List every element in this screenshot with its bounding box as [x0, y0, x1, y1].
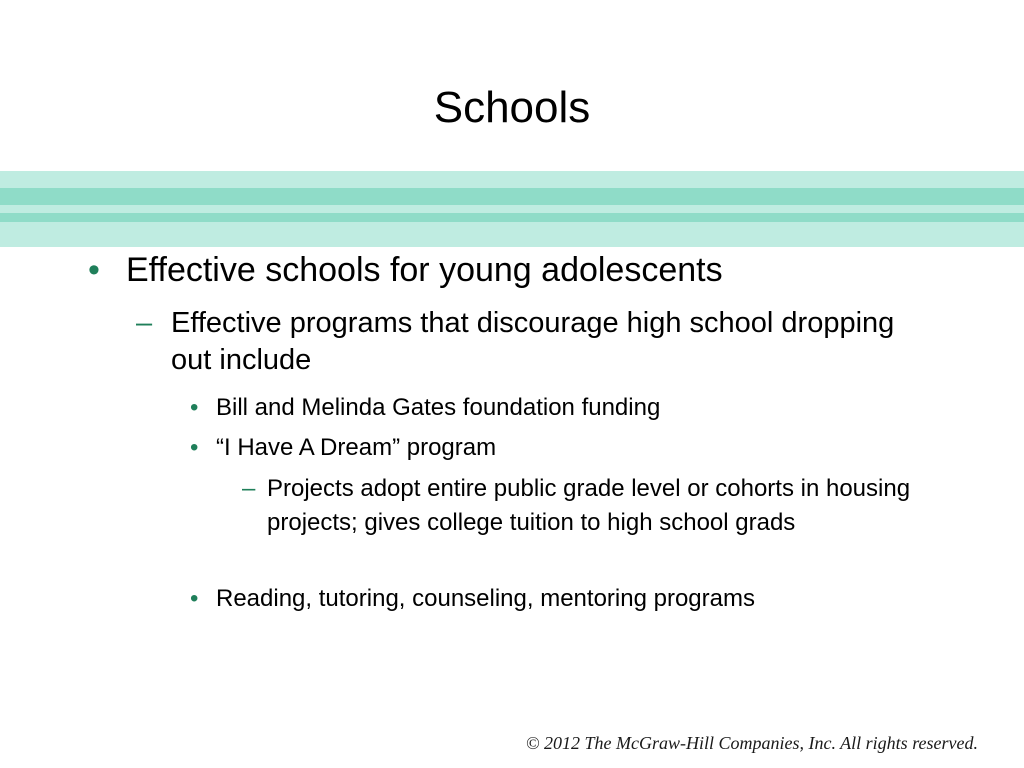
band-bottom-light: [0, 222, 1024, 247]
bullet-text: Effective schools for young adolescents: [126, 251, 723, 289]
bullet-text: Bill and Melinda Gates foundation funding: [216, 394, 661, 421]
bullet-level-3: [190, 393, 950, 423]
bullet-dot-icon: •: [190, 434, 199, 461]
bullet-dash-icon: –: [242, 475, 256, 502]
bullet-dot-icon: •: [190, 585, 199, 612]
band-middle-light: [0, 205, 1024, 213]
bullet-level-2: [136, 305, 896, 379]
bullet-level-3: [190, 584, 950, 614]
bullet-dash-icon: –: [136, 307, 153, 339]
bullet-text: Reading, tutoring, counseling, mentoring programs: [216, 585, 755, 612]
band-mid-2: [0, 213, 1024, 222]
bullet-text: “I Have A Dream” program: [216, 434, 497, 461]
slide-title: Schools: [433, 83, 591, 132]
copyright-footer: © 2012 The McGraw-Hill Companies, Inc. All rights reserved.: [525, 733, 978, 753]
bullet-level-3: [190, 433, 950, 463]
bullet-dot-icon: •: [88, 251, 100, 289]
band-top-light: [0, 171, 1024, 188]
bullet-dot-icon: •: [190, 394, 199, 421]
bullet-level-1: [88, 250, 968, 290]
band-mid-1: [0, 188, 1024, 205]
bullet-text: Projects adopt entire public grade level or cohorts in housing projects; gives college tuition to high school grads: [267, 475, 911, 536]
bullet-level-4: [242, 472, 942, 540]
bullet-text: Effective programs that discourage high school dropping out include: [171, 307, 895, 376]
